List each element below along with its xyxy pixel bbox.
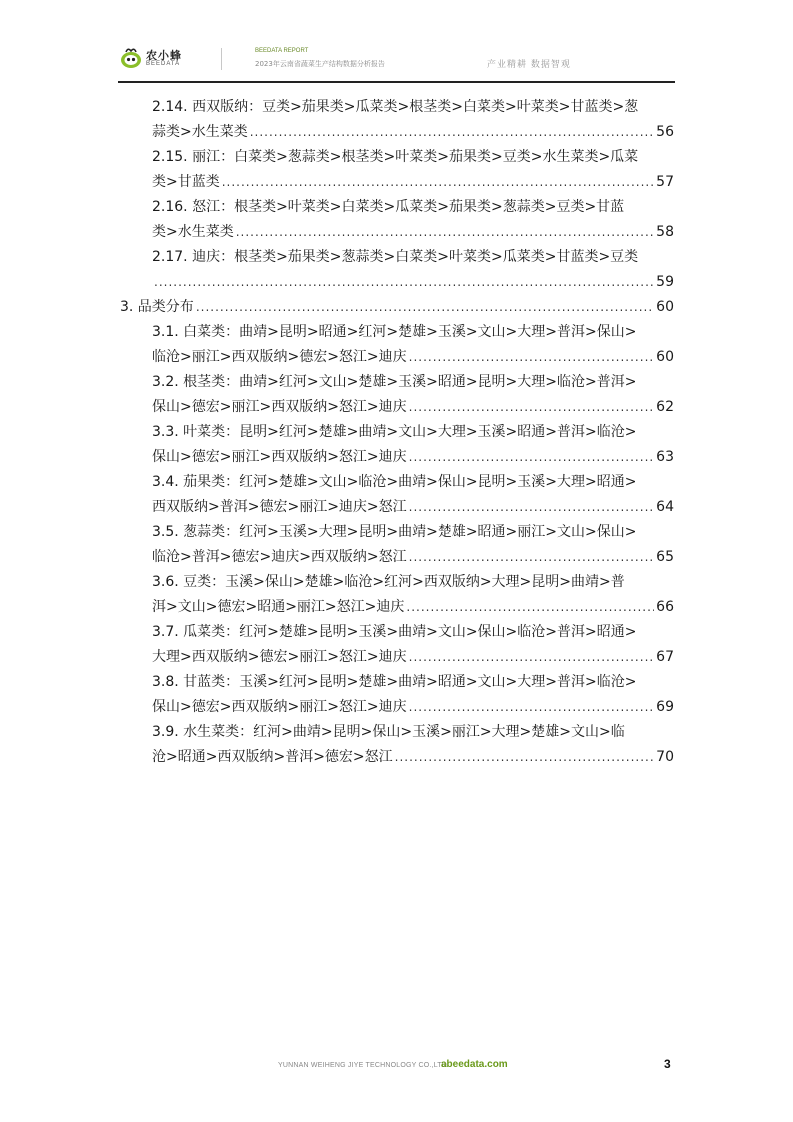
toc-entry-text: 保山>德宏>丽江>西双版纳>怒江>迪庆 <box>152 399 407 415</box>
toc-page-number: 59 <box>656 274 674 290</box>
toc-leader-dots <box>409 645 655 670</box>
toc-entry-text: 3. 品类分布 <box>120 299 194 315</box>
toc-leader-dots <box>409 445 655 470</box>
header-divider <box>221 48 222 70</box>
toc-page-number: 58 <box>656 224 674 240</box>
toc-entry-text: 类>水生菜类 <box>152 224 234 240</box>
toc-page-number: 69 <box>656 699 674 715</box>
logo-text-cn: 农小蜂 <box>146 49 182 62</box>
toc-leader-dots <box>409 495 655 520</box>
toc-page-number: 62 <box>656 399 674 415</box>
toc-leader-dots <box>236 220 654 245</box>
toc-leader-dots <box>395 745 655 770</box>
toc-leader-dots <box>409 695 655 720</box>
toc-page-number: 65 <box>656 549 674 565</box>
toc-entry-text: 临沧>丽江>西双版纳>德宏>怒江>迪庆 <box>152 349 407 365</box>
header-rule <box>118 81 675 83</box>
toc-leader-dots <box>409 345 655 370</box>
page-header <box>0 0 793 90</box>
toc-page-number: 60 <box>656 349 674 365</box>
toc-page-number: 56 <box>656 124 674 140</box>
toc-page-number: 57 <box>656 174 674 190</box>
toc-leader-dots <box>222 170 654 195</box>
toc-leader-dots <box>154 270 654 295</box>
toc-entry-text: 大理>西双版纳>德宏>丽江>怒江>迪庆 <box>152 649 407 665</box>
toc-leader-dots <box>250 120 654 145</box>
toc-page-number: 63 <box>656 449 674 465</box>
toc-entry-text: 沧>昭通>西双版纳>普洱>德宏>怒江 <box>152 749 393 765</box>
toc-entry-text: 临沧>普洱>德宏>迪庆>西双版纳>怒江 <box>152 549 407 565</box>
toc-entry-text: 2.17. 迪庆：根茎类>茄果类>葱蒜类>白菜类>叶菜类>瓜菜类>甘蓝类>豆类 <box>152 249 639 265</box>
toc-page-number: 67 <box>656 649 674 665</box>
toc-page-number: 70 <box>656 749 674 765</box>
header-slogan: 产业精耕 数据智观 <box>487 60 571 70</box>
toc-entry-text: 3.3. 叶菜类：昆明>红河>楚雄>曲靖>文山>大理>玉溪>昭通>普洱>临沧> <box>152 424 637 440</box>
toc-entry-text: 西双版纳>普洱>德宏>丽江>迪庆>怒江 <box>152 499 407 515</box>
toc-entry-text: 3.1. 白菜类：曲靖>昆明>昭通>红河>楚雄>玉溪>文山>大理>普洱>保山> <box>152 324 637 340</box>
report-title-cn: 2023年云南省蔬菜生产结构数据分析报告 <box>255 60 385 68</box>
toc-leader-dots <box>196 295 654 320</box>
toc-entry-text: 2.15. 丽江：白菜类>葱蒜类>根茎类>叶菜类>茄果类>豆类>水生菜类>瓜菜 <box>152 149 639 165</box>
toc-leader-dots <box>409 545 655 570</box>
toc-entry-text: 蒜类>水生菜类 <box>152 124 248 140</box>
logo-text-en: BEEDATA <box>146 61 181 67</box>
toc-entry-text: 2.14. 西双版纳：豆类>茄果类>瓜菜类>根茎类>白菜类>叶菜类>甘蓝类>葱 <box>152 99 639 115</box>
toc-entry-text: 3.2. 根茎类：曲靖>红河>文山>楚雄>玉溪>昭通>昆明>大理>临沧>普洱> <box>152 374 637 390</box>
toc-entry-text: 类>甘蓝类 <box>152 174 220 190</box>
brand-logo <box>118 44 188 74</box>
toc-entry-text: 3.6. 豆类：玉溪>保山>楚雄>临沧>红河>西双版纳>大理>昆明>曲靖>普 <box>152 574 625 590</box>
toc-entry-text: 2.16. 怒江：根茎类>叶菜类>白菜类>瓜菜类>茄果类>葱蒜类>豆类>甘蓝 <box>152 199 625 215</box>
toc-entry-text: 3.4. 茄果类：红河>楚雄>文山>临沧>曲靖>保山>昆明>玉溪>大理>昭通> <box>152 474 637 490</box>
bee-logo-icon <box>118 46 144 70</box>
toc-page-number: 66 <box>656 599 674 615</box>
toc-entry-text: 洱>文山>德宏>昭通>丽江>怒江>迪庆 <box>152 599 405 615</box>
toc-entry-text: 3.9. 水生菜类：红河>曲靖>昆明>保山>玉溪>丽江>大理>楚雄>文山>临 <box>152 724 625 740</box>
toc-entry-text: 3.5. 葱蒜类：红河>玉溪>大理>昆明>曲靖>楚雄>昭通>丽江>文山>保山> <box>152 524 637 540</box>
footer-company: YUNNAN WEIHENG JIYE TECHNOLOGY CO.,LTD. <box>278 1062 450 1069</box>
toc-page-number: 64 <box>656 499 674 515</box>
page-number: 3 <box>664 1057 671 1071</box>
toc-entry-text: 3.8. 甘蓝类：玉溪>红河>昆明>楚雄>曲靖>昭通>文山>大理>普洱>临沧> <box>152 674 637 690</box>
toc-leader-dots <box>406 595 654 620</box>
toc-entry-text: 保山>德宏>丽江>西双版纳>怒江>迪庆 <box>152 449 407 465</box>
toc-page-number: 60 <box>656 299 674 315</box>
toc-entry-text: 3.7. 瓜菜类：红河>楚雄>昆明>玉溪>曲靖>文山>保山>临沧>普洱>昭通> <box>152 624 637 640</box>
toc-entry-text: 保山>德宏>西双版纳>丽江>怒江>迪庆 <box>152 699 407 715</box>
toc-leader-dots <box>409 395 655 420</box>
footer-url[interactable]: abeedata.com <box>441 1059 508 1070</box>
report-title-en: BEEDATA REPORT <box>255 48 309 54</box>
